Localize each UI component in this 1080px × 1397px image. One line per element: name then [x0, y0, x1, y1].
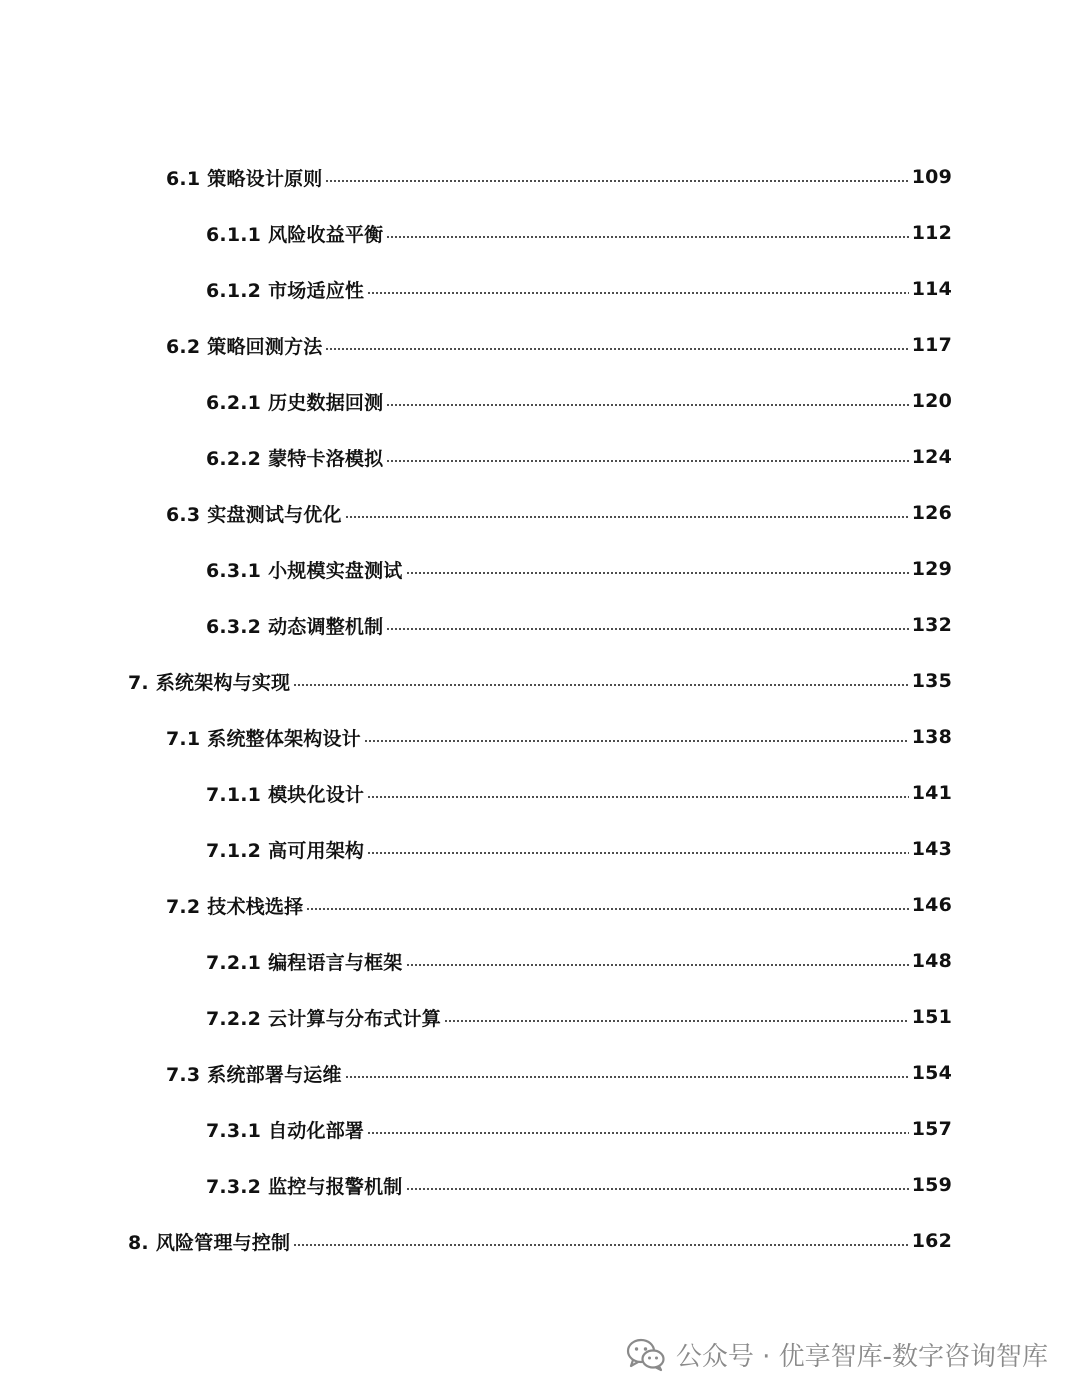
toc-entry-number: 6.2.1 [206, 391, 262, 414]
toc-entry-number: 6.2 [166, 335, 201, 358]
toc-entry-number: 7.1 [166, 727, 201, 750]
watermark [626, 1336, 1048, 1373]
toc-entry[interactable] [166, 160, 952, 194]
toc-page-number: 112 [911, 222, 952, 244]
toc-entry-text [206, 220, 383, 247]
toc-entry-text [206, 612, 383, 639]
toc-entry-number: 7.3.1 [206, 1119, 262, 1142]
toc-entry-text [206, 780, 364, 807]
toc-entry-title: 技术栈选择 [207, 895, 304, 918]
dot-leader [367, 852, 909, 854]
toc-page-number: 132 [911, 614, 952, 636]
toc-page-number: 159 [911, 1174, 952, 1196]
toc-entry-text [206, 1004, 441, 1031]
toc-entry[interactable] [206, 832, 952, 866]
toc-entry-number: 6.1.1 [206, 223, 262, 246]
toc-entry-text [206, 556, 403, 583]
toc-page-number: 162 [911, 1230, 952, 1252]
toc-entry-title: 风险收益平衡 [268, 223, 384, 246]
dot-leader [345, 1076, 909, 1078]
toc-page-number: 120 [911, 390, 952, 412]
dot-leader [325, 348, 908, 350]
toc-entry[interactable] [166, 328, 952, 362]
toc-entry[interactable] [206, 1000, 952, 1034]
toc-entry[interactable] [166, 720, 952, 754]
toc-entry-title: 高可用架构 [268, 839, 365, 862]
dot-leader [386, 460, 908, 462]
toc-page-number: 151 [911, 1006, 952, 1028]
dot-leader [444, 1020, 909, 1022]
toc-entry-title: 小规模实盘测试 [268, 559, 403, 582]
toc-entry-number: 7.3.2 [206, 1175, 262, 1198]
toc-page-number: 124 [911, 446, 952, 468]
toc-entry-number: 7.2 [166, 895, 201, 918]
toc-page-number: 117 [911, 334, 952, 356]
toc-entry-title: 风险管理与控制 [155, 1231, 291, 1254]
toc-entry-text [166, 724, 361, 751]
toc-entry[interactable] [166, 888, 952, 922]
toc-entry[interactable] [206, 944, 952, 978]
toc-entry-title: 实盘测试与优化 [207, 503, 342, 526]
toc-entry-text [206, 1116, 364, 1143]
toc-entry-text [166, 500, 342, 527]
dot-leader [367, 292, 909, 294]
toc-entry-number: 6.3 [166, 503, 201, 526]
toc-entry-text [166, 892, 303, 919]
toc-entry-number: 6.3.1 [206, 559, 262, 582]
toc-entry-title: 市场适应性 [268, 279, 365, 302]
toc-entry-text [166, 332, 322, 359]
toc-entry[interactable] [206, 608, 952, 642]
toc-entry-text [128, 668, 290, 695]
toc-entry[interactable] [206, 216, 952, 250]
dot-leader [406, 572, 909, 574]
toc-entry[interactable] [166, 496, 952, 530]
toc-entry-text [166, 164, 322, 191]
toc-page-number: 154 [911, 1062, 952, 1084]
dot-leader [293, 684, 908, 686]
toc-entry[interactable] [206, 1168, 952, 1202]
dot-leader [406, 964, 909, 966]
dot-leader [306, 908, 908, 910]
toc-entry-title: 系统整体架构设计 [207, 727, 361, 750]
dot-leader [386, 404, 908, 406]
toc-page-number: 114 [911, 278, 952, 300]
toc-entry-title: 系统架构与实现 [155, 671, 291, 694]
toc-entry-number: 7. [128, 671, 149, 694]
dot-leader [293, 1244, 908, 1246]
toc-entry-title: 动态调整机制 [268, 615, 384, 638]
toc-entry-number: 7.1.1 [206, 783, 262, 806]
toc-entry-title: 历史数据回测 [268, 391, 384, 414]
toc-entry[interactable] [166, 1056, 952, 1090]
toc-entry-text [128, 1228, 290, 1255]
toc-entry-number: 7.2.2 [206, 1007, 262, 1030]
toc-entry-title: 自动化部署 [268, 1119, 365, 1142]
toc-entry[interactable] [206, 776, 952, 810]
toc-entry-number: 7.2.1 [206, 951, 262, 974]
toc-page-number: 148 [911, 950, 952, 972]
toc-entry-text [166, 1060, 342, 1087]
toc-entry-number: 6.2.2 [206, 447, 262, 470]
toc-entry-title: 云计算与分布式计算 [268, 1007, 441, 1030]
toc-entry-number: 8. [128, 1231, 149, 1254]
toc-entry-number: 7.1.2 [206, 839, 262, 862]
toc-entry[interactable] [206, 272, 952, 306]
toc-entry-text [206, 276, 364, 303]
toc-entry[interactable] [206, 440, 952, 474]
watermark-text: 公众号 · 优享智库-数字咨询智库 [675, 1342, 1048, 1372]
toc-entry[interactable] [128, 664, 952, 698]
toc-entry-title: 编程语言与框架 [268, 951, 403, 974]
toc-entry-text [206, 836, 364, 863]
toc-entry-title: 蒙特卡洛模拟 [268, 447, 384, 470]
toc-page-number: 138 [911, 726, 952, 748]
toc-page-number: 135 [911, 670, 952, 692]
toc-entry-text [206, 444, 383, 471]
toc-entry-title: 策略回测方法 [207, 335, 323, 358]
toc-entry-number: 6.3.2 [206, 615, 262, 638]
dot-leader [406, 1188, 909, 1190]
dot-leader [367, 796, 909, 798]
dot-leader [367, 1132, 909, 1134]
toc-entry-text [206, 948, 403, 975]
toc-page-number: 141 [911, 782, 952, 804]
dot-leader [386, 628, 908, 630]
toc-entry-text [206, 388, 383, 415]
toc-page-number: 126 [911, 502, 952, 524]
toc-page-number: 109 [911, 166, 952, 188]
toc-entry-number: 6.1.2 [206, 279, 262, 302]
toc-entry-title: 监控与报警机制 [268, 1175, 403, 1198]
toc-entry-number: 7.3 [166, 1063, 201, 1086]
dot-leader [364, 740, 909, 742]
toc-entry-title: 策略设计原则 [207, 167, 323, 190]
toc-entry[interactable] [206, 384, 952, 418]
toc-page-number: 129 [911, 558, 952, 580]
toc-entry-text [206, 1172, 403, 1199]
dot-leader [386, 236, 908, 238]
dot-leader [325, 180, 908, 182]
toc-entry-number: 6.1 [166, 167, 201, 190]
dot-leader [345, 516, 909, 518]
wechat-icon [626, 1338, 666, 1372]
toc-entry[interactable] [206, 1112, 952, 1146]
toc-entry[interactable] [128, 1224, 952, 1258]
toc-page-number: 143 [911, 838, 952, 860]
toc-entry-title: 模块化设计 [268, 783, 365, 806]
toc-entry-title: 系统部署与运维 [207, 1063, 342, 1086]
toc-page-number: 157 [911, 1118, 952, 1140]
toc-entry[interactable] [206, 552, 952, 586]
toc-page-number: 146 [911, 894, 952, 916]
